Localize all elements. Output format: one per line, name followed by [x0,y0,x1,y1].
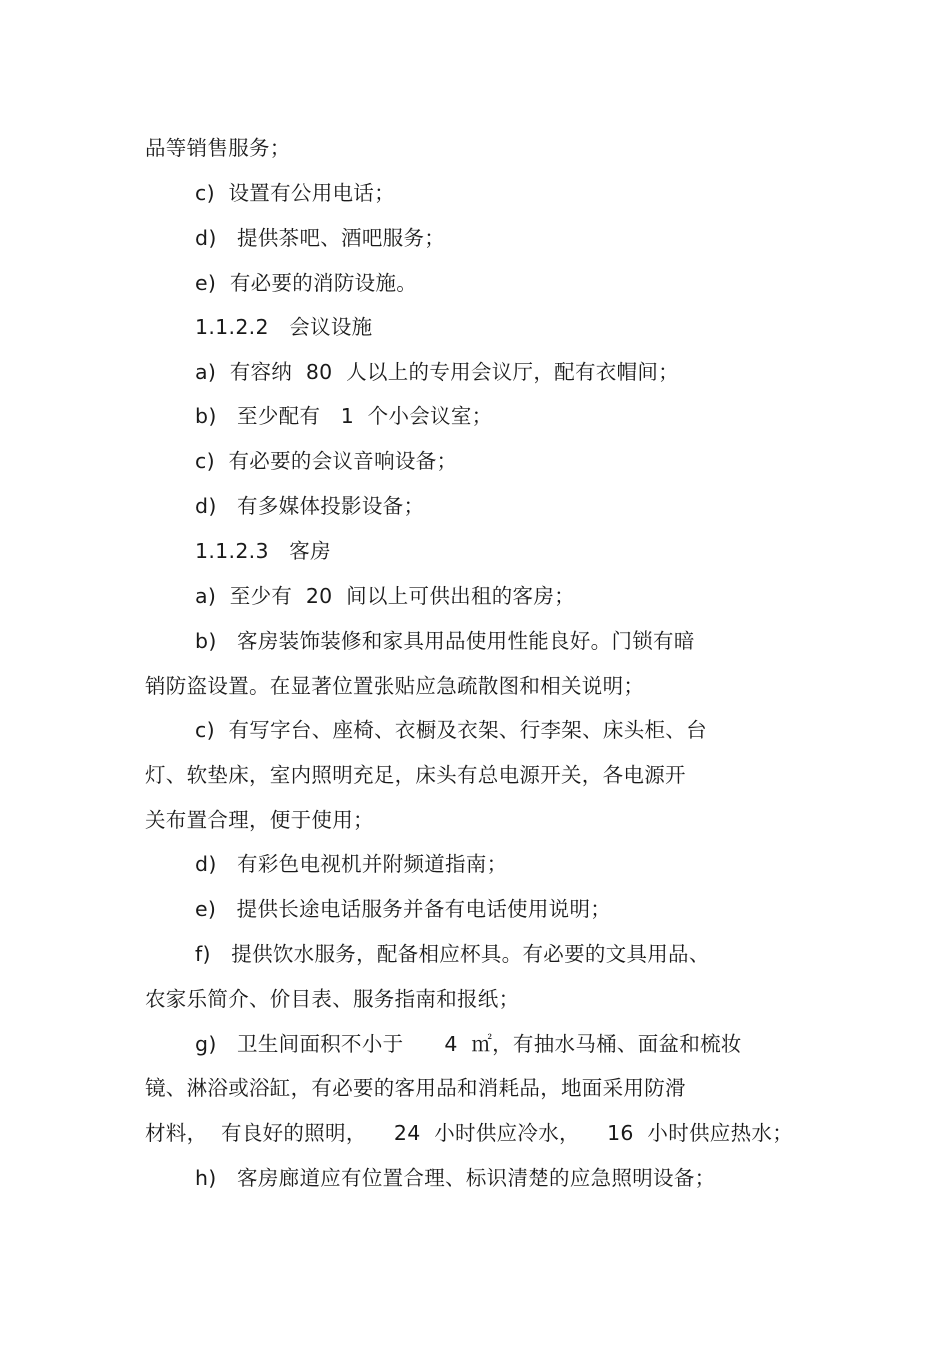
text-line: 销防盗设置。在显著位置张贴应急疏散图和相关说明； [145,674,645,698]
text-line: e) 有必要的消防设施。 [195,271,418,295]
text-line: d) 提供茶吧、酒吧服务； [195,226,446,250]
text-line: g) 卫生间面积不小于 4 ㎡，有抽水马桶、面盆和梳妆 [195,1032,742,1056]
text-line: c) 有必要的会议音响设备； [195,449,458,473]
text-line: a) 至少有 20 间以上可供出租的客房； [195,584,575,608]
text-line: b) 至少配有 1 个小会议室； [195,404,493,428]
text-line: h) 客房廊道应有位置合理、标识清楚的应急照明设备； [195,1166,716,1190]
section-heading: 1.1.2.3 客房 [195,539,331,563]
text-line: 灯、软垫床，室内照明充足，床头有总电源开关，各电源开 [145,763,686,787]
text-line: e) 提供长途电话服务并备有电话使用说明； [195,897,612,921]
text-line: 材料， 有良好的照明， 24 小时供应冷水， 16 小时供应热水； [145,1121,793,1145]
text-line: c) 设置有公用电话； [195,181,395,205]
text-line: f) 提供饮水服务，配备相应杯具。有必要的文具用品、 [195,942,710,966]
text-line: 农家乐简介、价目表、服务指南和报纸； [145,987,520,1011]
text-line: c) 有写字台、座椅、衣橱及衣架、行李架、床头柜、台 [195,718,707,742]
text-line: 镜、淋浴或浴缸，有必要的客用品和消耗品，地面采用防滑 [145,1076,686,1100]
text-line: a) 有容纳 80 人以上的专用会议厅，配有衣帽间； [195,360,679,384]
text-line: 品等销售服务； [145,136,291,160]
text-line: 关布置合理，便于使用； [145,808,374,832]
text-line: b) 客房装饰装修和家具用品使用性能良好。门锁有暗 [195,629,695,653]
text-line: d) 有多媒体投影设备； [195,494,425,518]
section-heading: 1.1.2.2 会议设施 [195,315,373,339]
text-line: d) 有彩色电视机并附频道指南； [195,852,508,876]
